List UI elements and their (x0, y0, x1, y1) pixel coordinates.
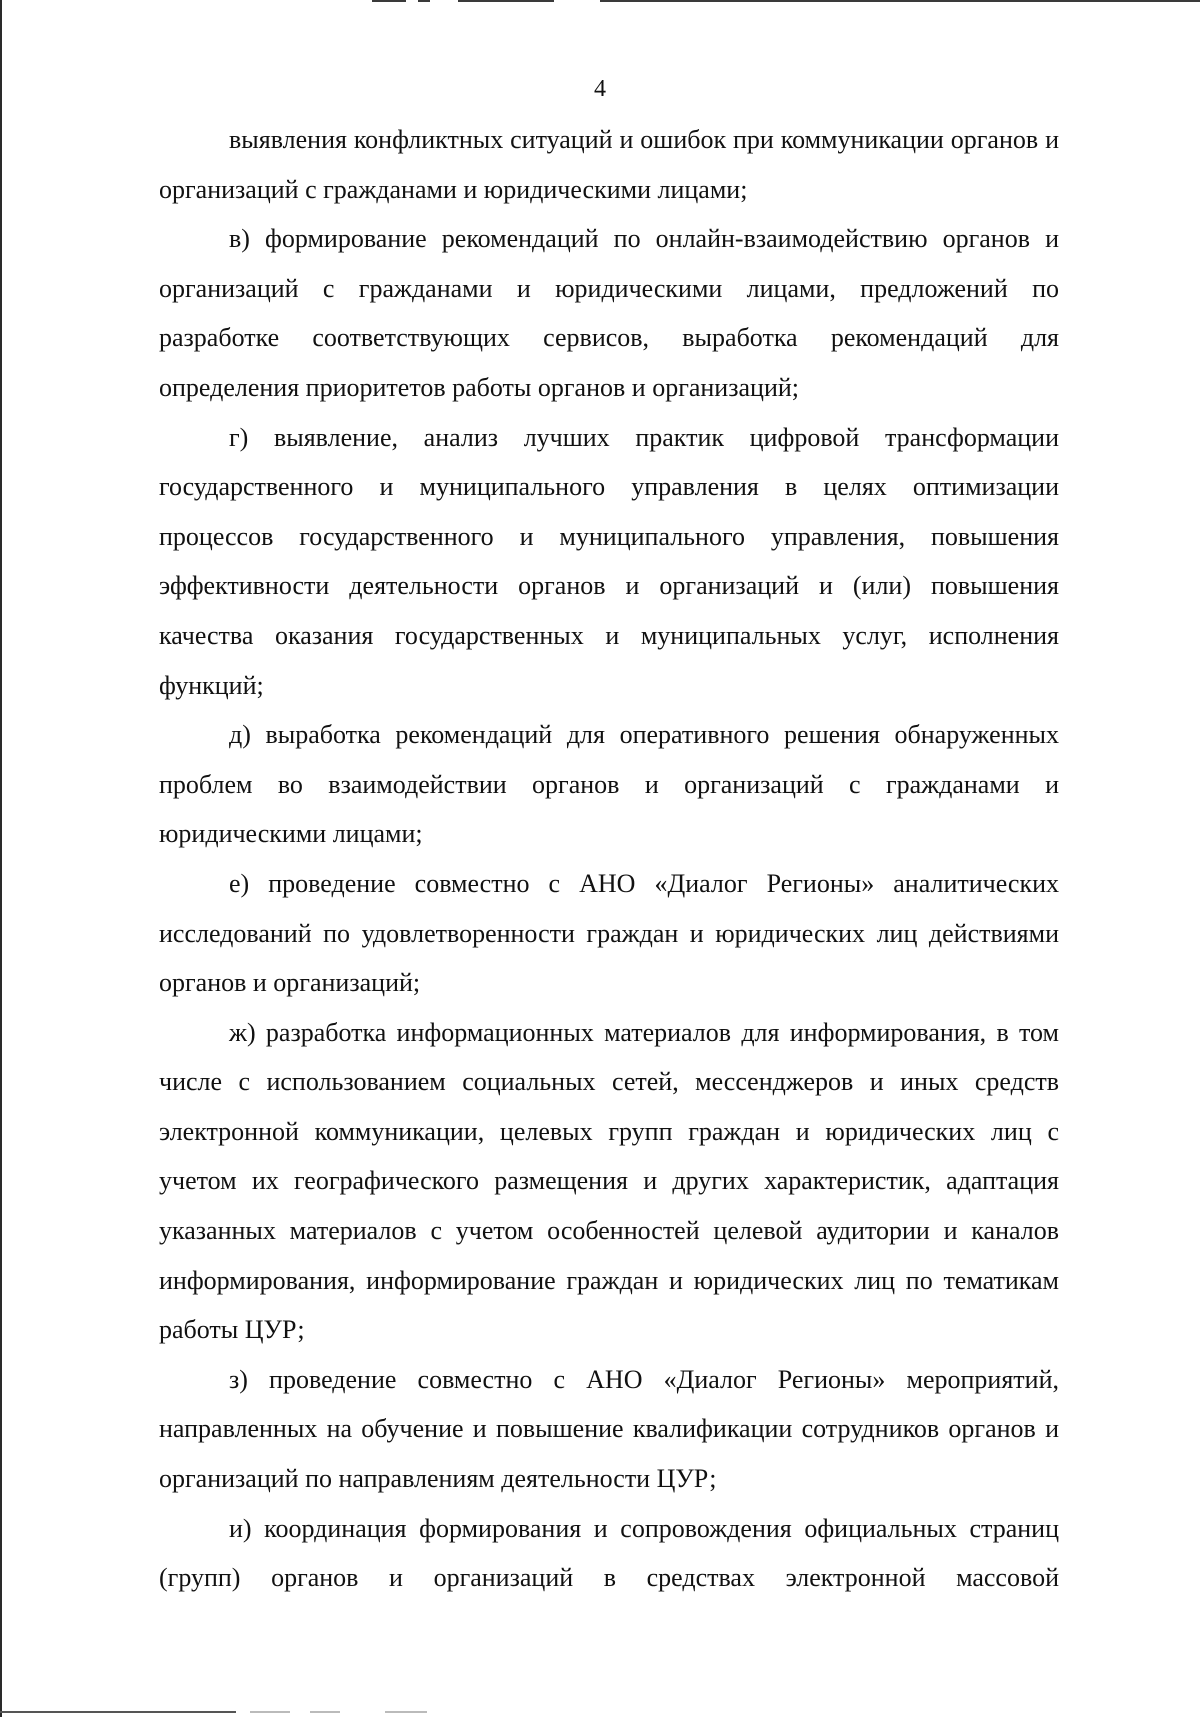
scan-edge-artifact (0, 0, 2, 1717)
page-number: 4 (594, 76, 606, 102)
paragraph-item-zh: ж) разработка информационных материалов для информирования, в том числе с использованием социальных сетей, мессенджеров и иных средств электронной коммуникации, целевых групп граждан и юридических лиц с учетом их географического размещения и других характеристик, адаптация указанных материалов с учетом особенностей целевой аудитории и каналов информирования, информирование граждан и юридических лиц по тематикам работы ЦУР; (159, 1017, 1059, 1345)
paragraph-item-d: д) выработка рекомендаций для оперативного решения обнаруженных проблем во взаимодействии органов и организаций с гражданами и юридическими лицами; (159, 720, 1059, 849)
scan-top-artifact (458, 0, 554, 2)
scan-top-artifact (418, 0, 430, 2)
scan-bottom-artifact (0, 1711, 236, 1713)
paragraph-continuation: выявления конфликтных ситуаций и ошибок при коммуникации органов и организаций с гражданами и юридическими лицами; (159, 125, 1059, 204)
paragraph-item-g: г) выявление, анализ лучших практик цифровой трансформации государственного и муниципального управления в целях оптимизации процессов государственного и муниципального управления, повышения эффективности деятельности органов и организаций и (или) повышения качества оказания государственных и муниципальных услуг, исполнения функций; (159, 422, 1059, 700)
paragraph-item-i: и) координация формирования и сопровождения официальных страниц (групп) органов и организаций в средствах электронной массовой (159, 1513, 1059, 1593)
paragraph-item-z: з) проведение совместно с АНО «Диалог Регионы» мероприятий, направленных на обучение и повышение квалификации сотрудников органов и организаций по направлениям деятельности ЦУР; (159, 1364, 1059, 1494)
scan-top-artifact (600, 0, 1200, 2)
document-body (159, 115, 1059, 1603)
paragraph-item-v: в) формирование рекомендаций по онлайн-взаимодействию органов и организаций с гражданами и юридическими лицами, предложений по разработке соответствующих сервисов, выработка рекомендаций для определения приоритетов работы органов и организаций; (159, 224, 1059, 402)
scan-bottom-artifact (250, 1711, 290, 1713)
paragraph-item-e: е) проведение совместно с АНО «Диалог Регионы» аналитических исследований по удовлетворенности граждан и юридических лиц действиями органов и организаций; (159, 868, 1059, 998)
scan-bottom-artifact (385, 1711, 427, 1713)
scan-top-artifact (372, 0, 406, 2)
scan-bottom-artifact (310, 1711, 340, 1713)
